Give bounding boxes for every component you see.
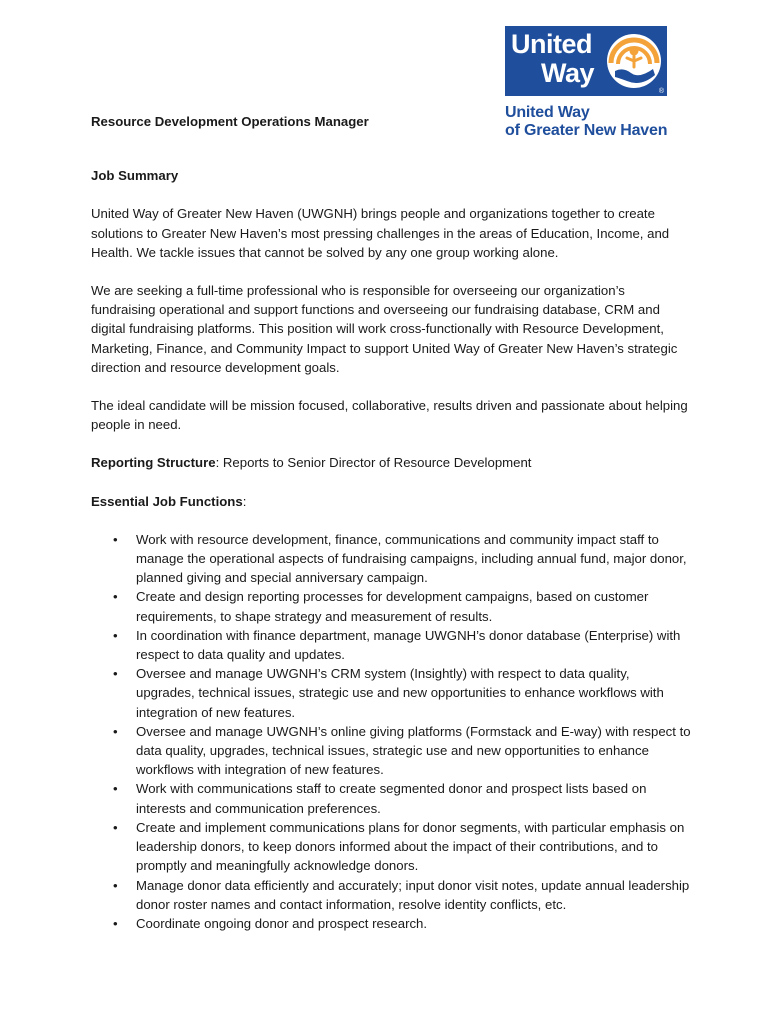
summary-paragraph-1: United Way of Greater New Haven (UWGNH) brings people and organizations together to create solutions to Greater New Haven’s most pressing challenges in the areas of Education, Income, and Health. We tackle issues that cannot be solved by any one group working alone. [91,206,670,260]
list-item-text: Manage donor data efficiently and accurately; input donor visit notes, update annual leadership donor roster names and contact information, resolve identity conflicts, etc. [136,877,690,912]
functions-heading-suffix: : [242,493,247,509]
hand-person-rainbow-icon [605,31,663,91]
bullet: • [113,531,118,547]
list-item [91,914,691,933]
summary-paragraph-2: We are seeking a full-time professional who is responsible for overseeing our organization’s fundraising operational and support functions and overseeing our fundraising database, CRM and digital fundraising platforms. This position will work cross-functionally with Resource Development, Marketing, Finance, and Community Impact to support United Way of Greater New Haven’s strategic direction and resource development goals. [91,283,678,375]
job-title: Resource Development Operations Manager [91,114,369,129]
reporting-structure-label: Reporting Structure [91,455,216,471]
bullet: • [113,915,118,931]
bullet: • [113,627,118,643]
bullet: • [113,819,118,835]
logo-line-1: United [511,29,592,59]
document-body [91,112,691,933]
summary-paragraph-3: The ideal candidate will be mission focused, collaborative, results driven and passionate about helping people in need. [91,398,688,433]
list-item-text: Work with communications staff to create segmented donor and prospect lists based on interests and communication preferences. [136,781,647,816]
list-item [91,779,691,817]
bullet: • [113,723,118,739]
job-functions-list [91,530,691,933]
list-item [91,876,691,914]
reporting-structure [91,453,691,472]
functions-heading [91,492,691,511]
list-item [91,530,691,588]
list-item-text: Work with resource development, finance, communications and community impact staff to manage the operational aspects of fundraising campaigns, including annual fund, major donor, planned giving and special anniversary campaign. [136,531,687,586]
logo-line-2: Way [541,58,595,88]
list-item [91,664,691,722]
bullet: • [113,877,118,893]
list-item [91,818,691,876]
functions-heading-label: Essential Job Functions [91,493,243,509]
org-name-line-2: of Greater New Haven [505,122,668,139]
bullet: • [113,781,118,797]
bullet: • [113,666,118,682]
bullet: • [113,589,118,605]
list-item [91,722,691,780]
org-name-line-1: United Way [505,104,590,121]
list-item [91,626,691,664]
list-item-text: Oversee and manage UWGNH’s CRM system (Insightly) with respect to data quality, upgrades, technical issues, strategic use and new opportunities to enhance workflows with integration of new features. [136,666,664,720]
list-item-text: In coordination with finance department, manage UWGNH’s donor database (Enterprise) with respect to data quality and updates. [136,627,681,663]
list-item-text: Create and design reporting processes for development campaigns, based on customer requirements, to shape strategy and measurement of results. [136,589,649,624]
logo-wordmark [511,30,594,88]
list-item-text: Oversee and manage UWGNH’s online giving platforms (Formstack and E-way) with respect to data quality, upgrades, technical issues, strategic use and new opportunities to enhance workflows with integration of new features. [136,723,691,778]
registered-mark: ® [658,88,664,95]
reporting-structure-text: : Reports to Senior Director of Resource Development [215,455,532,471]
united-way-logo [505,26,667,96]
list-item-text: Coordinate ongoing donor and prospect research. [136,915,428,931]
job-summary-heading: Job Summary [91,168,179,184]
list-item-text: Create and implement communications plans for donor segments, with particular emphasis on leadership donors, to keep donors informed about the impact of their contributions, and to promptly and meaningfully acknowledge donors. [136,819,685,874]
list-item [91,587,691,625]
